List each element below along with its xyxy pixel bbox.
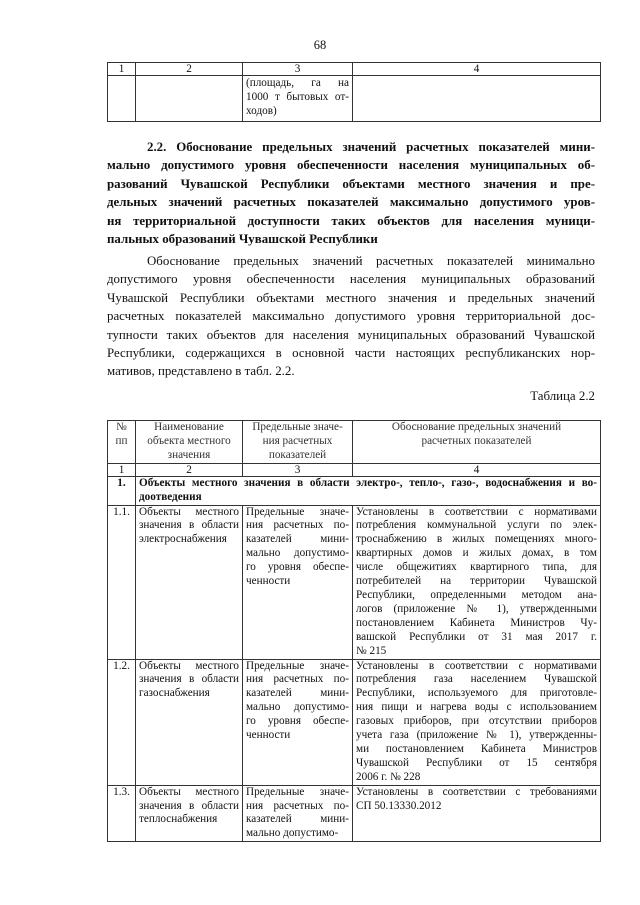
- section-heading: 2.2. Обоснование предельных значений расчетных показателей мини- мально допустимого уровня обеспеченности населения муниципальных об- разований Чувашской Республики объектами местного значения и пре- дельных значений расчетных показателей максимально допустимого уров- ня территориальной доступности таких объектов для населения муници- пальных образований Чувашской Республики: [107, 140, 595, 247]
- header-number: № пп: [108, 421, 136, 464]
- header-limit-values: Предельные значе- ния расчетных показателей: [243, 421, 353, 464]
- continuation-table-header: [108, 63, 601, 76]
- data-table: [107, 420, 601, 842]
- limit-values: Предельные значе- ния расчетных по- казателей мини- мально допустимо- го уровня обеспе- ченности: [243, 505, 353, 659]
- continuation-header-cell: 2: [136, 63, 243, 76]
- object-name: Объекты местного значения в области газоснабжения: [136, 659, 243, 785]
- object-name: Объекты местного значения в области электроснабжения: [136, 505, 243, 659]
- header-justification: Обоснование предельных значений расчетных показателей: [353, 421, 601, 464]
- column-number: 3: [243, 463, 353, 476]
- justification: Установлены в соответствии с нормативами потребления коммунальной услуги по элек- троснабжению в жилых помещениях много- квартирных домов и жилых домах, в том числе общежитиях квартирного типа, для потребителей на территории Чувашской Республики, определенными методом ана- логов (приложение № 1), утвержденными постановлением Кабинета Министров Чу- вашской Республики от 31 мая 2017 г. № 215: [353, 505, 601, 659]
- limit-values: Предельные значе- ния расчетных по- казателей мини- мально допустимо-: [243, 785, 353, 842]
- table-row: [108, 505, 601, 659]
- section-title: Объекты местного значения в области электро-, тепло-, газо-, водоснабжения и во- доотведения: [136, 476, 601, 505]
- body-paragraph: Обоснование предельных значений расчетных показателей минимально допустимого уровня обеспеченности населения муниципальных образований Чувашской Республики объектами местного значения и предельных значений расчетных показателей максимально допустимого уровня территориальной дос- тупности таких объектов для населения муниципальных образований Чувашской Республики, содержащихся в основной части настоящих республиканских нор- мативов, представлено в табл. 2.2.: [107, 254, 595, 379]
- table-row: [108, 785, 601, 842]
- table-caption: Таблица 2.2: [530, 389, 595, 403]
- section-number: 1.: [108, 476, 136, 505]
- continuation-header-cell: 3: [243, 63, 353, 76]
- table-header-row: [108, 421, 601, 464]
- continuation-table-row: [108, 76, 601, 122]
- row-number: 1.3.: [108, 785, 136, 842]
- justification: Установлены в соответствии с требованиями СП 50.13330.2012: [353, 785, 601, 842]
- object-name: Объекты местного значения в области теплоснабжения: [136, 785, 243, 842]
- continuation-cell-text: (площадь, га на 1000 т бытовых от- ходов): [243, 76, 353, 122]
- continuation-table: [107, 62, 601, 122]
- column-number: 4: [353, 463, 601, 476]
- justification: Установлены в соответствии с нормативами потребления газа населением Чувашской Республики, используемого для приготовле- ния пищи и нагрева воды с использованием газовых приборов, при отсутствии приборов учета газа (приложение № 1), утвержденны- ми постановлением Кабинета Министров Чувашской Республики от 15 сентября 2006 г. № 228: [353, 659, 601, 785]
- row-number: 1.1.: [108, 505, 136, 659]
- continuation-header-cell: 4: [353, 63, 601, 76]
- header-object-name: Наименование объекта местного значения: [136, 421, 243, 464]
- column-number-row: [108, 463, 601, 476]
- row-number: 1.2.: [108, 659, 136, 785]
- column-number: 1: [108, 463, 136, 476]
- continuation-header-cell: 1: [108, 63, 136, 76]
- section-row: [108, 476, 601, 505]
- page-number: 68: [313, 38, 327, 52]
- table-row: [108, 659, 601, 785]
- limit-values: Предельные значе- ния расчетных по- казателей мини- мально допустимо- го уровня обеспе- ченности: [243, 659, 353, 785]
- column-number: 2: [136, 463, 243, 476]
